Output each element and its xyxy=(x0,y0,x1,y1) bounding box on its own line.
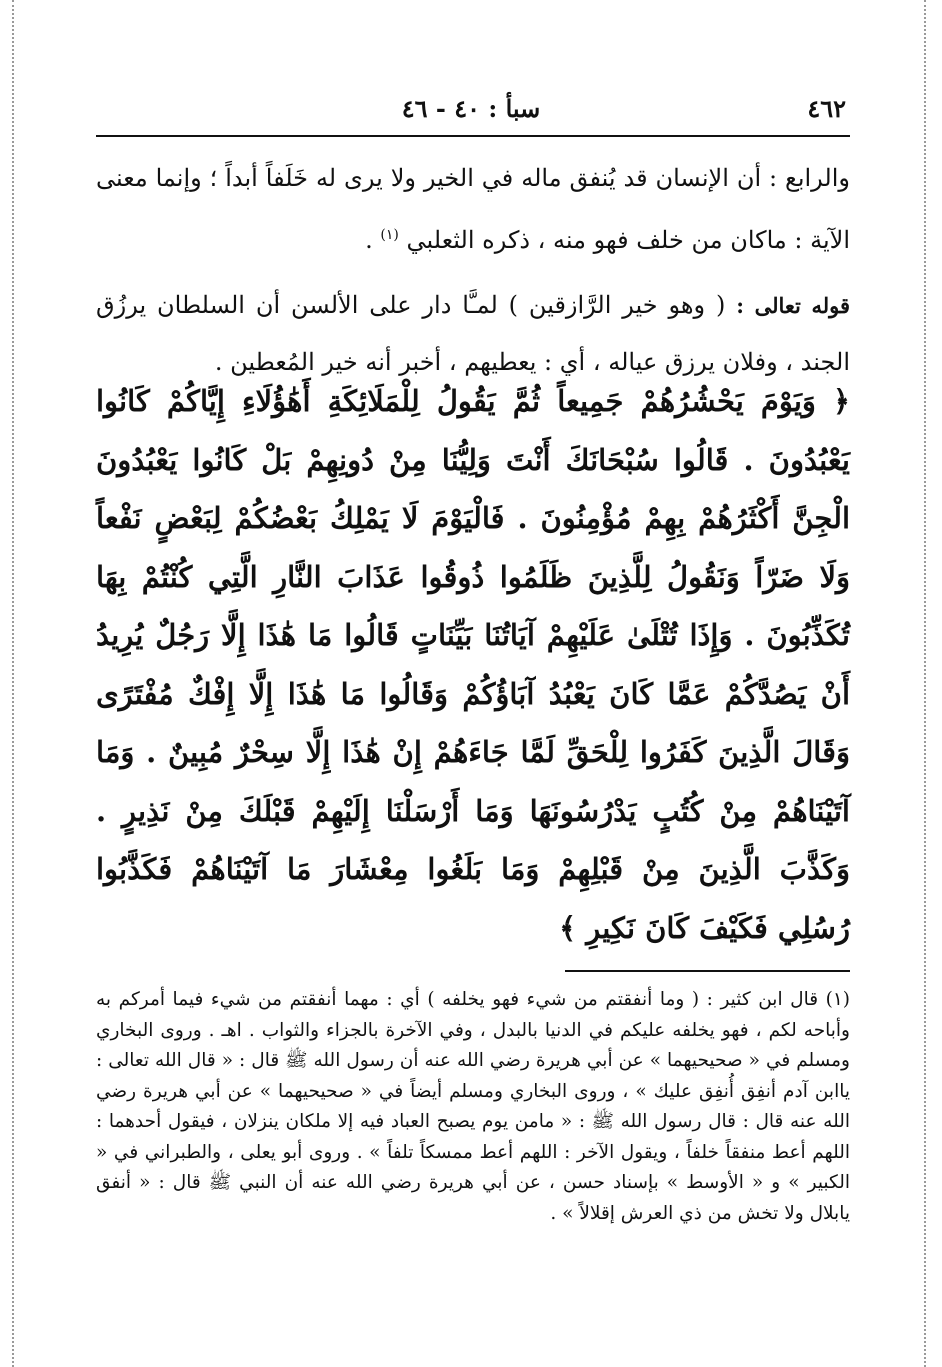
quran-verses: ﴿ وَيَوْمَ يَحْشُرُهُمْ جَمِيعاً ثُمَّ يَقُولُ لِلْمَلَائِكَةِ أَهَٰؤُلَاءِ إِيَّاكُمْ كَانُوا يَعْبُدُونَ . قَالُوا سُبْحَانَكَ أَنْتَ وَلِيُّنَا مِنْ دُونِهِمْ بَلْ كَانُوا يَعْبُدُونَ الْجِنَّ أَكْثَرُهُمْ بِهِمْ مُؤْمِنُونَ . فَالْيَوْمَ لَا يَمْلِكُ بَعْضُكُمْ لِبَعْضٍ نَفْعاً وَلَا ضَرّاً وَنَقُولُ لِلَّذِينَ ظَلَمُوا ذُوقُوا عَذَابَ النَّارِ الَّتِي كُنْتُمْ بِهَا تُكَذِّبُونَ . وَإِذَا تُتْلَىٰ عَلَيْهِمْ آيَاتُنَا بَيِّنَاتٍ قَالُوا مَا هَٰذَا إِلَّا رَجُلٌ يُرِيدُ أَنْ يَصُدَّكُمْ عَمَّا كَانَ يَعْبُدُ آبَاؤُكُمْ وَقَالُوا مَا هَٰذَا إِلَّا إِفْكٌ مُفْتَرًى وَقَالَ الَّذِينَ كَفَرُوا لِلْحَقِّ لَمَّا جَاءَهُمْ إِنْ هَٰذَا إِلَّا سِحْرٌ مُبِينٌ . وَمَا آتَيْنَاهُمْ مِنْ كُتُبٍ يَدْرُسُونَهَا وَمَا أَرْسَلْنَا إِلَيْهِمْ قَبْلَكَ مِنْ نَذِيرٍ . وَكَذَّبَ الَّذِينَ مِنْ قَبْلِهِمْ وَمَا بَلَغُوا مِعْشَارَ مَا آتَيْنَاهُمْ فَكَذَّبُوا رُسُلِي فَكَيْفَ كَانَ نَكِيرِ ﴾ xyxy=(96,384,850,945)
commentary-paragraph-1 xyxy=(96,150,850,269)
commentary-lead: قوله تعالى : xyxy=(736,293,850,318)
commentary-text-1: والرابع : أن الإنسان قد يُنفق ماله في الخير ولا يرى له خَلَفاً أبداً ؛ وإنما معنى الآية : ماكان من خلف فهو منه ، ذكره الثعلبي xyxy=(96,164,850,254)
left-dotted-border xyxy=(12,0,14,1367)
right-dotted-border xyxy=(924,0,926,1367)
footnote-rule xyxy=(565,970,850,972)
page-header xyxy=(96,94,846,134)
running-title: سبأ : ٤٠ - ٤٦ xyxy=(401,94,541,123)
footnote-section xyxy=(96,985,850,1229)
footnote-text: (١) قال ابن كثير : ( وما أنفقتم من شيء فهو يخلفه ) أي : مهما أنفقتم من شيء فيما أمركم به وأباحه لكم ، فهو يخلفه عليكم في الدنيا بالبدل ، وفي الآخرة بالجزاء والثواب . اهـ . وروى البخاري ومسلم في « صحيحيهما » عن أبي هريرة رضي الله عنه أن رسول الله ﷺ قال : « قال الله تعالى : ياابن آدم أنفِق أُنفِق عليك » ، وروى البخاري ومسلم أيضاً في « صحيحيهما » عن أبي هريرة رضي الله عنه قال : قال رسول الله ﷺ : « مامن يوم يصبح العباد فيه إلا ملكان ينزلان ، فيقول أحدهما : اللهم أعط منفقاً خلفاً ، ويقول الآخر : اللهم أعط ممسكاً تلفاً » . وروى أبو يعلى ، والطبراني في « الكبير » و « الأوسط » بإسناد حسن ، عن أبي هريرة رضي الله عنه أن النبي ﷺ قال : « أنفق يابلال ولا تخش من ذي العرش إقلالاً » . xyxy=(96,989,850,1224)
commentary-section xyxy=(96,150,850,391)
header-rule xyxy=(96,135,850,137)
footnote-marker: (١) xyxy=(380,227,399,243)
commentary-end-1: . xyxy=(365,226,373,254)
page-number: ٤٦٢ xyxy=(807,94,846,123)
commentary-text-2: ( وهو خير الرَّازقين ) لمـَّا دار على الألسن أن السلطان يرزُق الجند ، وفلان يرزق عياله ، أي : يعطيهم ، أخبر أنه خير المُعطين . xyxy=(96,291,850,376)
